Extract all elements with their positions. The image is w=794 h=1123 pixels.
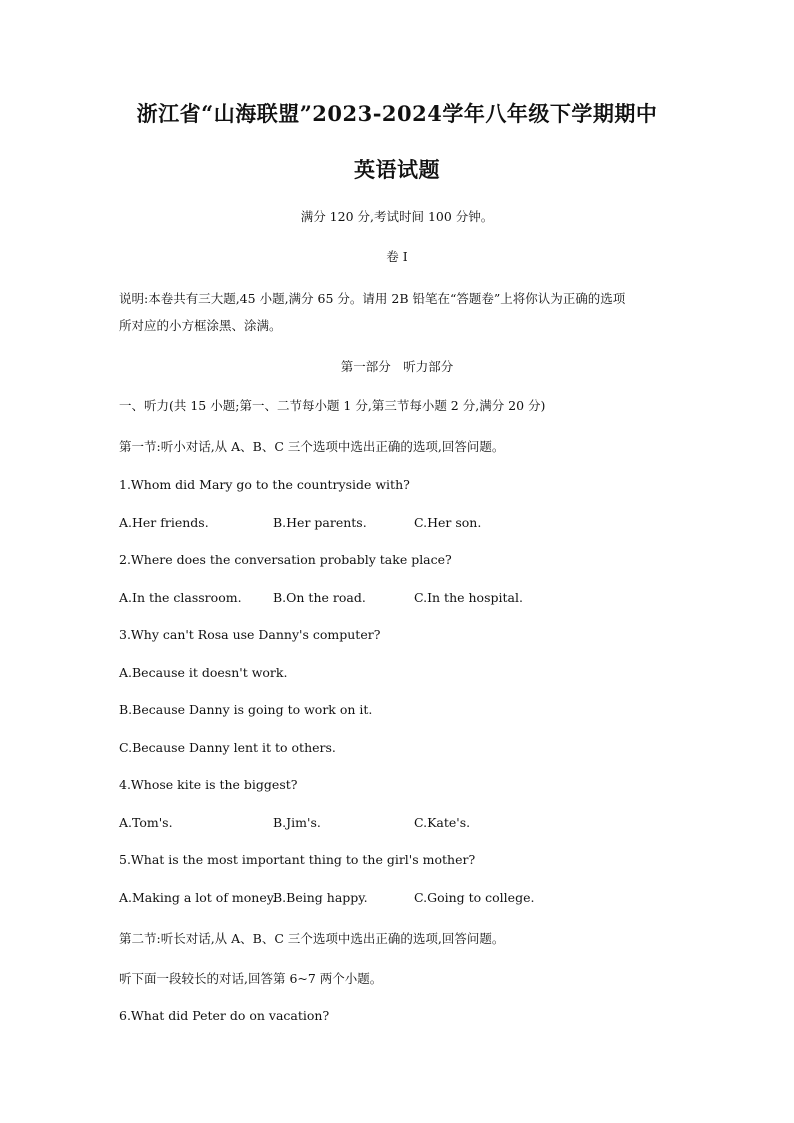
- option-b: B.Because Danny is going to work on it.: [119, 702, 373, 717]
- option-c: C.Kate's.: [414, 815, 471, 830]
- volume-label: 卷 I: [386, 249, 408, 264]
- option-b: B.Jim's.: [273, 815, 321, 830]
- page-title: 浙江省“山海联盟”2023-2024学年八年级下学期期中: [136, 101, 658, 126]
- dialogue-intro: 听下面一段较长的对话,回答第 6~7 两个小题。: [119, 971, 383, 986]
- question-2-options: [119, 590, 523, 605]
- option-b: B.On the road.: [273, 590, 366, 605]
- question-5: 5.What is the most important thing to the girl's mother?: [119, 852, 476, 867]
- section-heading: 一、听力(共 15 小题;第一、二节每小题 1 分,第三节每小题 2 分,满分 20 分): [119, 398, 546, 413]
- option-a: A.In the classroom.: [119, 590, 242, 605]
- option-a: A.Because it doesn't work.: [119, 665, 288, 680]
- option-a: A.Her friends.: [119, 515, 209, 530]
- option-b: B.Being happy.: [273, 890, 368, 905]
- option-b: B.Her parents.: [273, 515, 367, 530]
- question-3: 3.Why can't Rosa use Danny's computer?: [119, 627, 381, 642]
- option-c: C.Her son.: [414, 515, 482, 530]
- part-heading: 第一部分 听力部分: [340, 359, 454, 374]
- option-c: C.In the hospital.: [414, 590, 523, 605]
- page-subtitle: 英语试题: [354, 157, 440, 182]
- score-info: 满分 120 分,考试时间 100 分钟。: [300, 209, 494, 224]
- question-4: 4.Whose kite is the biggest?: [119, 777, 298, 792]
- question-1-options: [119, 515, 481, 530]
- option-a: A.Making a lot of money.: [119, 890, 277, 905]
- subsection-heading: 第二节:听长对话,从 A、B、C 三个选项中选出正确的选项,回答问题。: [119, 931, 505, 946]
- question-4-options: [119, 815, 470, 830]
- question-2: 2.Where does the conversation probably take place?: [119, 552, 452, 567]
- option-c: C.Because Danny lent it to others.: [119, 740, 336, 755]
- question-5-options: [119, 890, 534, 905]
- instructions-line-1: 说明:本卷共有三大题,45 小题,满分 65 分。请用 2B 铅笔在“答题卷”上将你认为正确的选项: [119, 291, 626, 306]
- question-1: 1.Whom did Mary go to the countryside with?: [119, 477, 410, 492]
- instructions-line-2: 所对应的小方框涂黑、涂满。: [119, 318, 282, 333]
- option-c: C.Going to college.: [414, 890, 535, 905]
- subsection-heading: 第一节:听小对话,从 A、B、C 三个选项中选出正确的选项,回答问题。: [119, 439, 505, 454]
- option-a: A.Tom's.: [119, 815, 173, 830]
- question-6: 6.What did Peter do on vacation?: [119, 1008, 330, 1023]
